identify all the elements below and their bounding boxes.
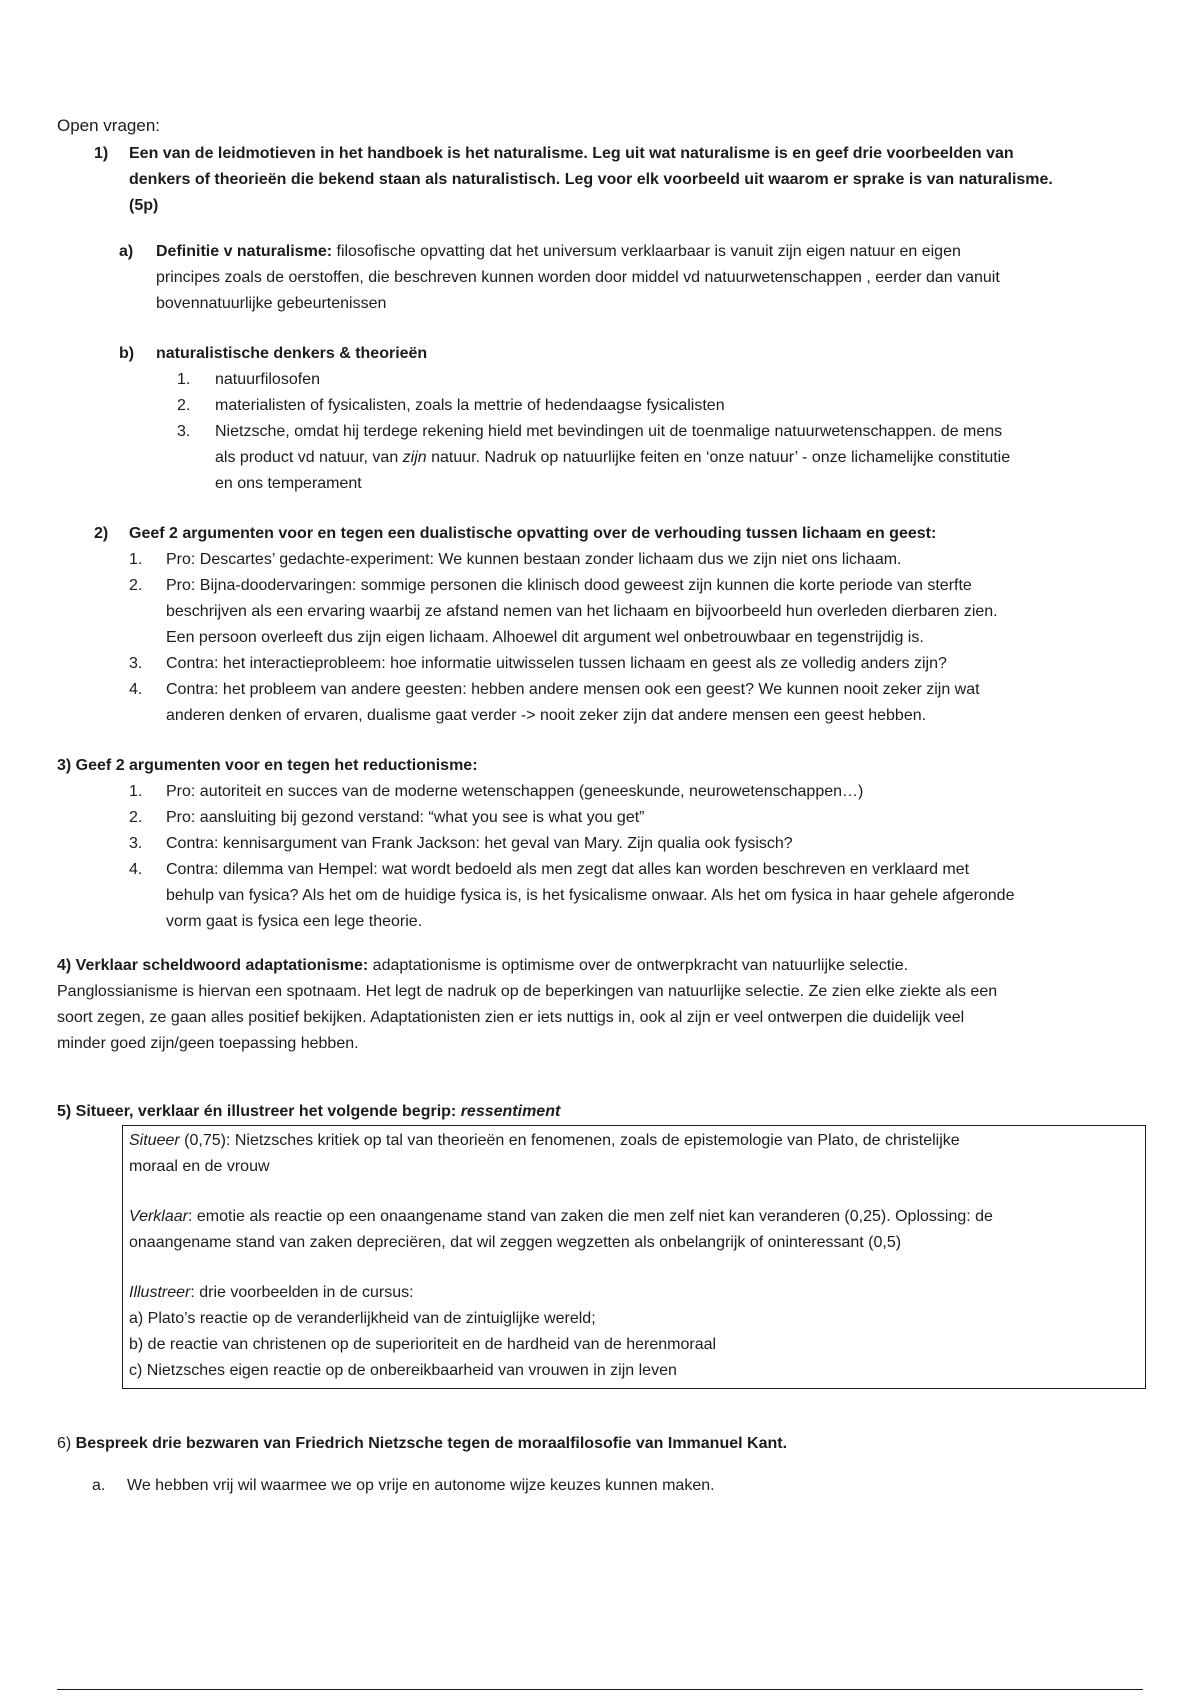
answer-a-letter: a)	[119, 243, 134, 260]
illustreer-label: Illustreer	[129, 1284, 191, 1301]
list-item: 1. natuurfilosofen	[177, 371, 320, 388]
question-5-term: ressentiment	[460, 1103, 561, 1120]
illustreer-item: b) de reactie van christenen op de superioriteit en de hardheid van de herenmoraal	[129, 1336, 717, 1353]
answer-a-label: Definitie v naturalisme:	[156, 243, 333, 260]
question-6-answer-a: a. We hebben vrij wil waarmee we op vrije en autonome wijze keuzes kunnen maken.	[92, 1477, 715, 1494]
naturalist-thinkers-list	[177, 367, 1147, 497]
answer-b-letter: b)	[119, 345, 135, 362]
illustreer-item: c) Nietzsches eigen reactie op de onbereikbaarheid van vrouwen in zijn leven	[129, 1362, 677, 1379]
question-4-label: 4) Verklaar scheldwoord adaptationisme:	[57, 957, 369, 974]
document-body	[57, 113, 1147, 1499]
question-6-title: 6) Bespreek drie bezwaren van Friedrich Nietzsche tegen de moraalfilosofie van Immanuel Kant.	[57, 1435, 788, 1452]
list-item: 2. materialisten of fysicalisten, zoals la mettrie of hedendaagse fysicalisten	[177, 397, 725, 414]
situeer-label: Situeer	[129, 1132, 180, 1149]
list-item: 4. Contra: het probleem van andere geesten: hebben andere mensen ook een geest? We kunnen nooit zeker zijn wat anderen denken of ervaren, dualisme gaat verder -> nooit zeker zijn dat andere mensen een geest hebben.	[129, 681, 980, 724]
answer-a-text: Definitie v naturalisme: filosofische opvatting dat het universum verklaarbaar is vanuit zijn eigen natuur en eigen principes zoals de oerstoffen, die beschreven kunnen worden door middel vd natuurwetenschappen , eerder dan vanuit bovennatuurlijke gebeurtenissen	[156, 243, 1000, 312]
list-item: 2. Pro: aansluiting bij gezond verstand: “what you see is what you get”	[129, 809, 645, 826]
verklaar-label: Verklaar	[129, 1208, 188, 1225]
footer-divider	[57, 1689, 1143, 1690]
illustreer-item: a) Plato’s reactie op de veranderlijkheid van de zintuiglijke wereld;	[129, 1310, 596, 1327]
list-item: 1. Pro: Descartes’ gedachte-experiment: We kunnen bestaan zonder lichaam dus we zijn niet ons lichaam.	[129, 551, 902, 568]
section-heading-open-vragen: Open vragen:	[57, 116, 161, 135]
list-item: 3. Contra: kennisargument van Frank Jackson: het geval van Mary. Zijn qualia ook fysisch?	[129, 835, 793, 852]
ressentiment-answer-box: Situeer (0,75): Nietzsches kritiek op tal van theorieën en fenomenen, zoals de epistemologie van Plato, de christelijke moraal en de vrouw Verklaar: emotie als reactie op een onaangename stand van zaken die men zelf niet kan veranderen (0,25). Oplossing: de onaangename stand van zaken depreciëren, dat wil zeggen wegzetten als onbelangrijk of oninteressant (0,5) Illustreer: drie voorbeelden in de cursus: a) Plato’s reactie op de veranderlijkheid van de zintuiglijke wereld; b) de reactie van christenen op de superioriteit en de hardheid van de herenmoraal c) Nietzsches eigen reactie op de onbereikbaarheid van vrouwen in zijn leven	[122, 1125, 1146, 1389]
answer-b-label: naturalistische denkers & theorieën	[156, 345, 428, 362]
question-1-title: Een van de leidmotieven in het handboek is het naturalisme. Leg uit wat naturalisme is en geef drie voorbeelden van denkers of theorieën die bekend staan als naturalistisch. Leg voor elk voorbeeld uit waarom er sprake is van naturalisme. (5p)	[129, 145, 1053, 214]
question-4: 4) Verklaar scheldwoord adaptationisme: adaptationisme is optimisme over de ontwerpkracht van natuurlijke selectie. Panglossianisme is hiervan een spotnaam. Het legt de nadruk op de beperkingen van natuurlijke selectie. Ze zien elke ziekte als een soort zegen, ze gaan alles positief bekijken. Adaptationisten zien er iets nuttigs in, ook al zijn er veel ontwerpen die duidelijk veel minder goed zijn/geen toepassing hebben.	[57, 957, 998, 1052]
reductionism-arguments-list	[129, 779, 1147, 935]
question-2	[94, 521, 1147, 547]
question-5-title: 5) Situeer, verklaar én illustreer het volgende begrip: ressentiment	[57, 1103, 561, 1120]
dualism-arguments-list	[129, 547, 1147, 729]
list-item: 4. Contra: dilemma van Hempel: wat wordt bedoeld als men zegt dat alles kan worden beschreven en verklaard met behulp van fysica? Als het om de huidige fysica is, is het fysicalisme onwaar. Als het om fysica in haar gehele afgeronde vorm gaat is fysica een lege theorie.	[129, 861, 1015, 930]
list-item: 3. Nietzsche, omdat hij terdege rekening hield met bevindingen uit de toenmalige natuurwetenschappen. de mens als product vd natuur, van zijn natuur. Nadruk op natuurlijke feiten en ‘onze natuur’ - onze lichamelijke constitutie en ons temperament	[177, 423, 1011, 492]
question-1-number: 1)	[94, 145, 109, 162]
question-1	[94, 141, 1147, 219]
question-2-number: 2)	[94, 525, 109, 542]
list-item: 1. Pro: autoriteit en succes van de moderne wetenschappen (geneeskunde, neurowetenschappen…)	[129, 783, 864, 800]
list-item: 3. Contra: het interactieprobleem: hoe informatie uitwisselen tussen lichaam en geest als ze volledig anders zijn?	[129, 655, 947, 672]
question-1-answer-a	[119, 239, 1147, 317]
question-2-title: Geef 2 argumenten voor en tegen een dualistische opvatting over de verhouding tussen lichaam en geest:	[129, 525, 937, 542]
question-3-title: 3) Geef 2 argumenten voor en tegen het reductionisme:	[57, 757, 478, 774]
question-1-answer-b	[119, 341, 1147, 367]
list-item: 2. Pro: Bijna-doodervaringen: sommige personen die klinisch dood geweest zijn kunnen die korte periode van sterfte beschrijven als een ervaring waarbij ze afstand nemen van het lichaam en bijvoorbeeld hun overleden dierbaren zien. Een persoon overleeft dus zijn eigen lichaam. Alhoewel dit argument wel onbetrouwbaar en tegenstrijdig is.	[129, 577, 998, 646]
